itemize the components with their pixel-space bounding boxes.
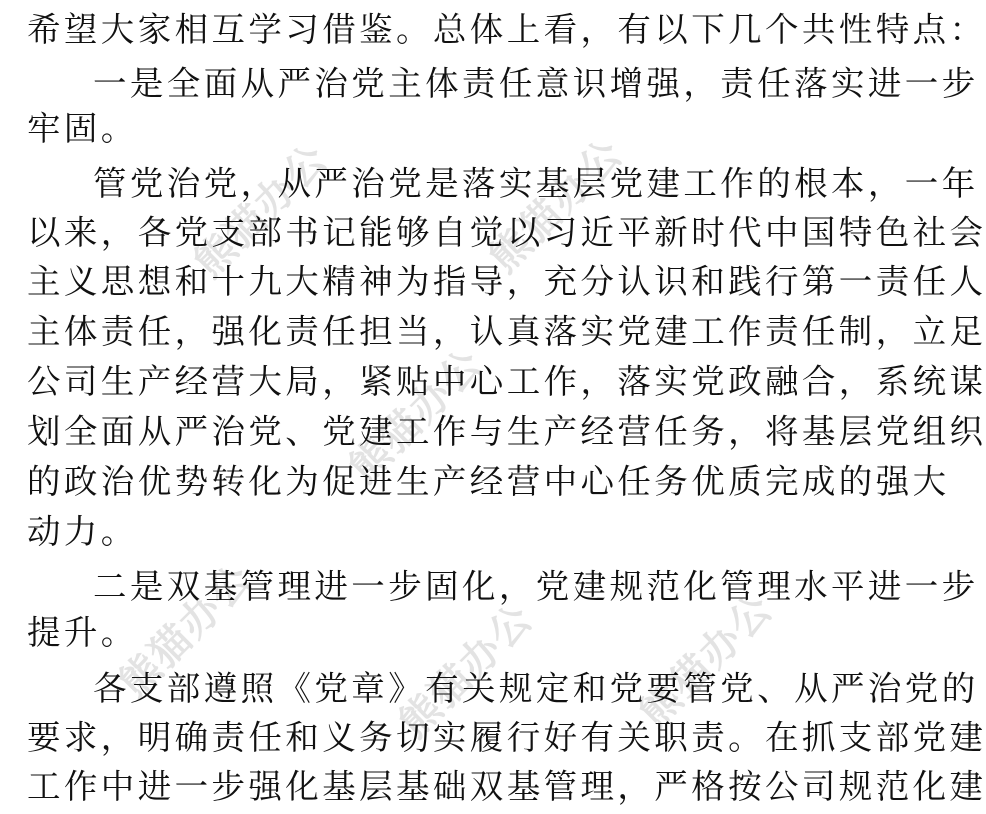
heading-line: 提升。 <box>27 613 138 652</box>
heading-line: 牢固。 <box>27 109 138 148</box>
watermark-6: 熊猫办公 <box>630 585 783 737</box>
paragraph-line: 主体责任，强化责任担当，认真落实党建工作责任制，立足 <box>27 312 986 351</box>
watermark-5: 熊猫办公 <box>390 595 543 747</box>
paragraph-line: 各支部遵照《党章》有关规定和党要管党、从严治党的 <box>93 669 979 708</box>
watermark-2: 熊猫办公 <box>480 130 633 282</box>
paragraph-line: 动力。 <box>27 512 138 551</box>
paragraph-line: 的政治优势转化为促进生产经营中心任务优质完成的强大 <box>27 462 950 501</box>
paragraph-line: 要求，明确责任和义务切实履行好有关职责。在抓支部党建 <box>27 718 986 757</box>
paragraph-line: 划全面从严治党、党建工作与生产经营任务，将基层党组织 <box>27 412 986 451</box>
paragraph-line: 管党治党，从严治党是落实基层党建工作的根本，一年 <box>93 164 979 203</box>
heading-line: 一是全面从严治党主体责任意识增强，责任落实进一步 <box>93 64 979 103</box>
paragraph-line: 以来，各党支部书记能够自觉以习近平新时代中国特色社会 <box>27 213 986 252</box>
text-line: 希望大家相互学习借鉴。总体上看，有以下几个共性特点： <box>27 10 986 49</box>
watermark-1: 熊猫办公 <box>185 135 338 287</box>
paragraph-line: 主义思想和十九大精神为指导，充分认识和践行第一责任人 <box>27 262 986 301</box>
watermark-4: 熊猫办公 <box>110 555 263 707</box>
watermark-3: 熊猫办公 <box>340 340 493 492</box>
paragraph-line: 公司生产经营大局，紧贴中心工作，落实党政融合，系统谋 <box>27 362 986 401</box>
paragraph-line: 工作中进一步强化基层基础双基管理，严格按公司规范化建 <box>27 767 986 806</box>
heading-line: 二是双基管理进一步固化，党建规范化管理水平进一步 <box>93 567 979 606</box>
